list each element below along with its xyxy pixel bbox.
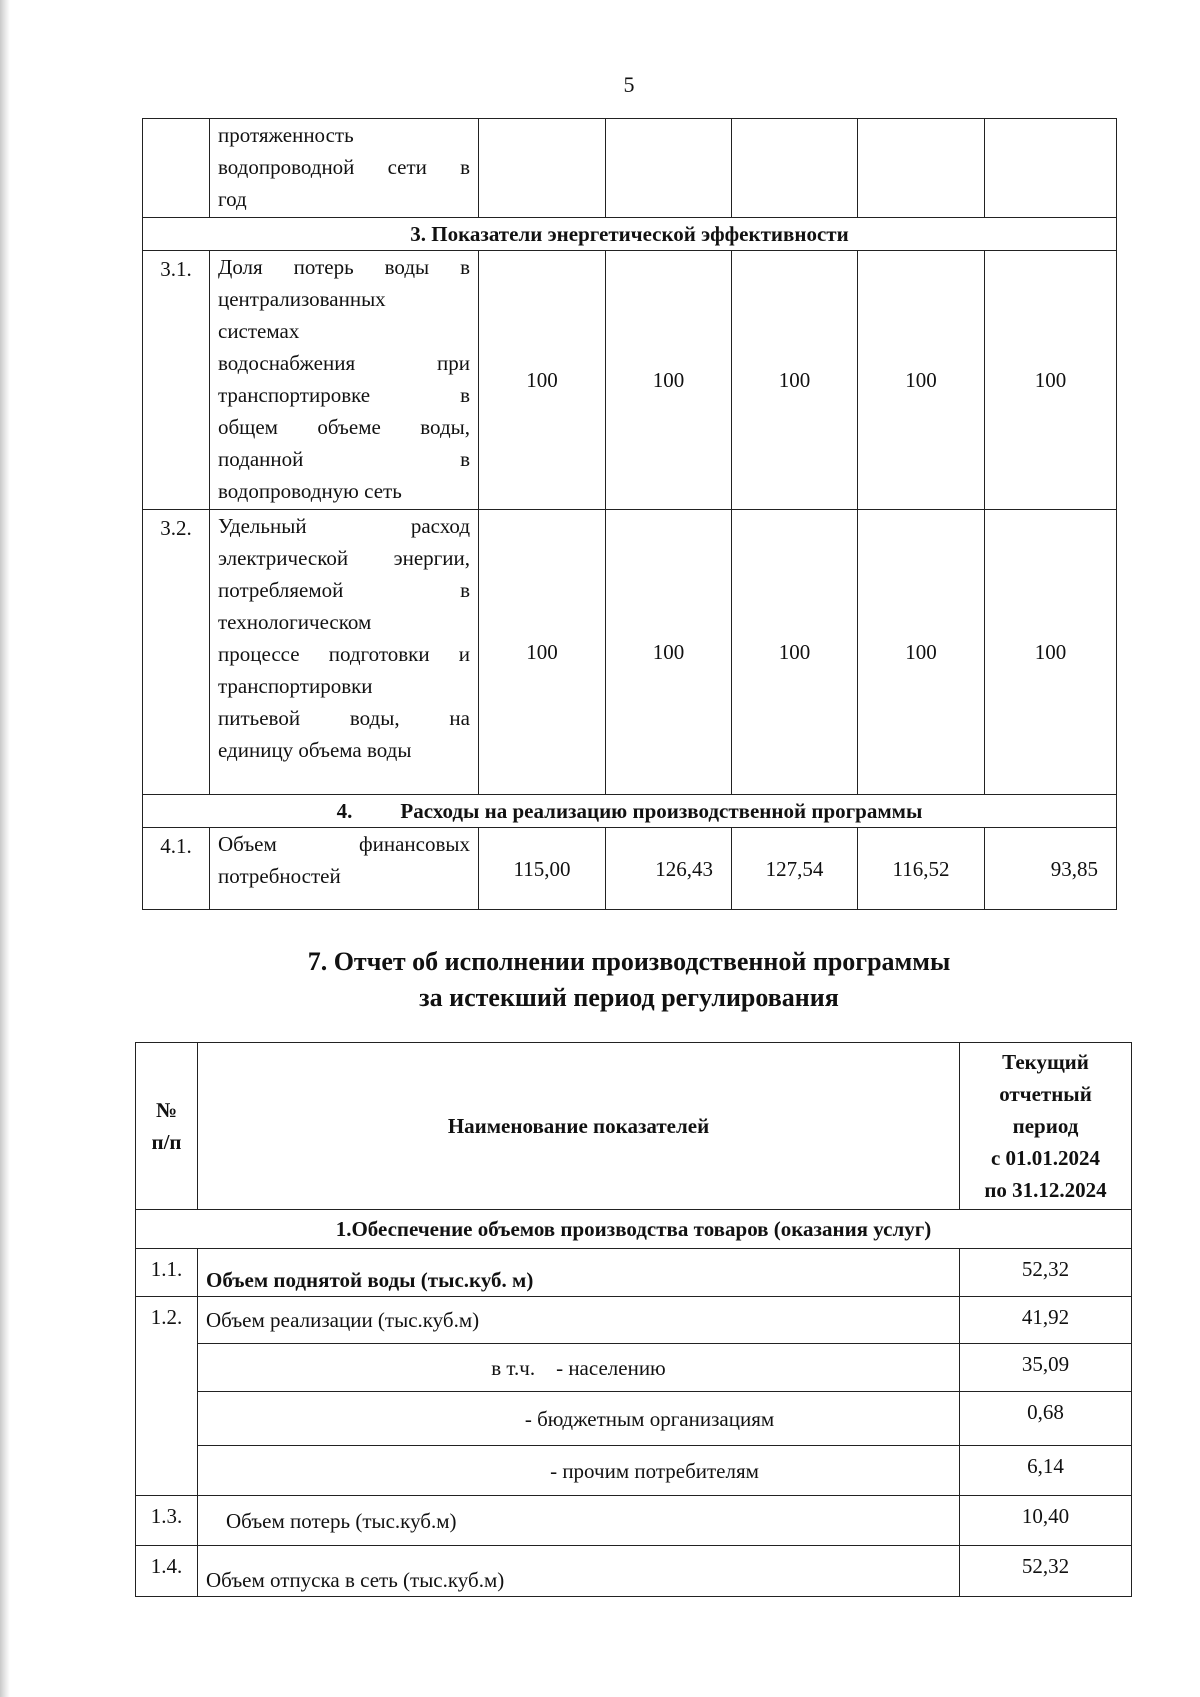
table-row: 1.3. Объем потерь (тыс.куб.м) 10,40 — [136, 1496, 1132, 1546]
table-row: - бюджетным организациям 0,68 — [136, 1392, 1132, 1446]
row-number-cell — [143, 119, 210, 218]
section-row — [136, 1210, 1132, 1249]
section-1-title: 1.Обеспечение объемов производства товаров (оказания услуг) — [136, 1210, 1132, 1249]
indicator-name-cell: Объем финансовых потребностей — [210, 828, 479, 910]
table-row: 1.1. Объем поднятой воды (тыс.куб. м) 52,32 — [136, 1249, 1132, 1297]
indicator-name-cell: протяженность водопроводной сети в год — [210, 119, 479, 218]
section-4-title: 4. Расходы на реализацию производственной программы — [143, 795, 1117, 828]
table-row: - прочим потребителям 6,14 — [136, 1446, 1132, 1496]
scan-edge — [0, 0, 10, 1697]
report-title-line-2: за истекший период регулирования — [419, 983, 839, 1012]
report-table — [135, 1042, 1132, 1597]
header-period: Текущий отчетный период с 01.01.2024 по 31.12.2024 — [960, 1043, 1132, 1210]
table-row: 1.2. Объем реализации (тыс.куб.м) 41,92 — [136, 1297, 1132, 1344]
report-title-line-1: 7. Отчет об исполнении производственной программы — [307, 947, 951, 976]
table-row: 1.4. Объем отпуска в сеть (тыс.куб.м) 52,32 — [136, 1546, 1132, 1597]
table-row — [143, 119, 1117, 218]
indicators-table — [142, 118, 1117, 910]
header-row — [136, 1043, 1132, 1210]
page-number: 5 — [623, 72, 635, 97]
table-row: 3.1. Доля потерь воды в централизованных системах водоснабжения при транспортировке в общем объеме воды, поданной в водопроводную сеть 100 100 100 100 100 — [143, 251, 1117, 510]
section-row — [143, 218, 1117, 251]
header-num: № п/п — [136, 1043, 198, 1210]
header-name: Наименование показателей — [198, 1043, 960, 1210]
section-row — [143, 795, 1117, 828]
table-row: в т.ч. - населению 35,09 — [136, 1344, 1132, 1392]
indicator-name-cell: Доля потерь воды в централизованных системах водоснабжения при транспортировке в общем объеме воды, поданной в водопроводную сеть — [210, 251, 479, 510]
table-row: 4.1. Объем финансовых потребностей 115,00 126,43 127,54 116,52 93,85 — [143, 828, 1117, 910]
table-row: 3.2. Удельный расход электрической энергии, потребляемой в технологическом процессе подготовки и транспортировки питьевой воды, на единицу объема воды 100 100 100 100 100 — [143, 510, 1117, 795]
section-3-title: 3. Показатели энергетической эффективности — [143, 218, 1117, 251]
indicator-name-cell: Удельный расход электрической энергии, потребляемой в технологическом процессе подготовки и транспортировки питьевой воды, на единицу объема воды — [210, 510, 479, 795]
